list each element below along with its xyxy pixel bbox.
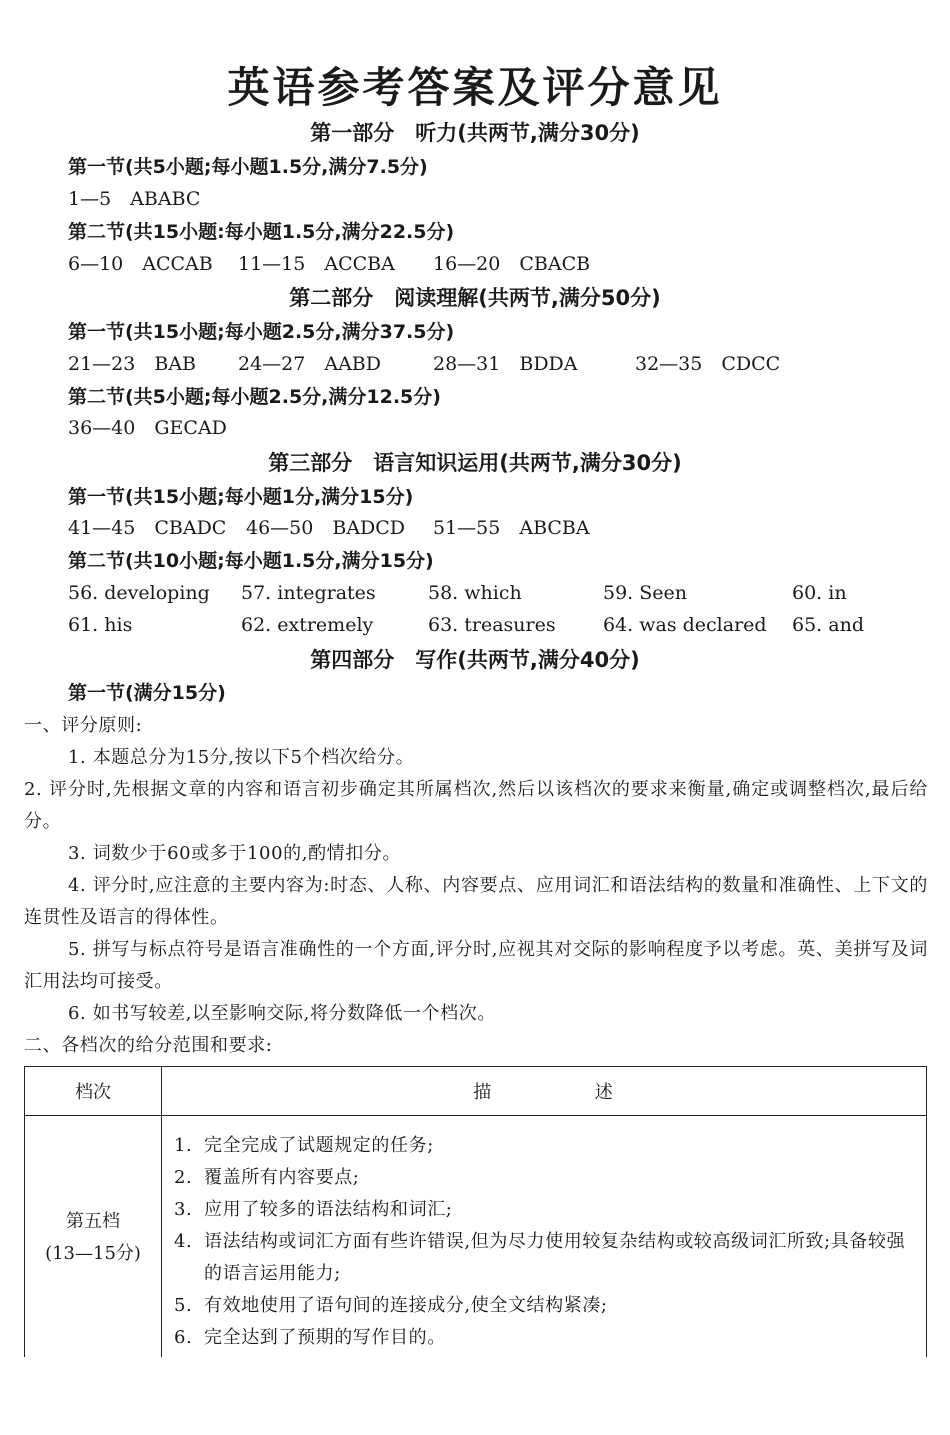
section-heading: 第一节(共15小题;每小题2.5分,满分37.5分) <box>68 321 455 343</box>
level-name: 第五档 <box>66 1211 120 1232</box>
answer-item: 57. integrates <box>241 582 376 604</box>
header-char: 述 <box>594 1082 615 1103</box>
description-cell <box>162 1116 927 1361</box>
list-item: 5. 有效地使用了语句间的连接成分,使全文结构紧凑; <box>174 1295 608 1316</box>
part-heading-listening: 第一部分 听力(共两节,满分30分) <box>310 121 640 145</box>
answer-group: 36—40 GECAD <box>68 417 227 439</box>
levels-heading: 二、各档次的给分范围和要求: <box>24 1035 273 1056</box>
list-item: 6. 完全达到了预期的写作目的。 <box>174 1327 446 1348</box>
column-header-level: 档次 <box>25 1067 162 1116</box>
answer-group: 1—5 ABABC <box>68 188 201 210</box>
level-range: (13—15分) <box>45 1243 141 1264</box>
answer-group: 46—50 BADCD <box>246 517 406 539</box>
rules-heading: 一、评分原则: <box>24 715 143 736</box>
section-heading: 第二节(共15小题:每小题1.5分,满分22.5分) <box>68 221 455 243</box>
rule-item: 5. 拼写与标点符号是语言准确性的一个方面,评分时,应视其对交际的影响程度予以考虑。英、美拼写及词汇用法均可接受。 <box>24 939 928 992</box>
answer-item: 59. Seen <box>603 582 687 604</box>
answer-item: 64. was declared <box>603 614 767 636</box>
list-item: 3. 应用了较多的语法结构和词汇; <box>174 1199 453 1220</box>
header-char: 描 <box>473 1082 494 1103</box>
level-cell <box>25 1116 162 1361</box>
part-heading-language: 第三部分 语言知识运用(共两节,满分30分) <box>268 451 682 475</box>
list-item: 2. 覆盖所有内容要点; <box>174 1167 360 1188</box>
rule-item: 4. 评分时,应注意的主要内容为:时态、人称、内容要点、应用词汇和语法结构的数量和准确性、上下文的连贯性及语言的得体性。 <box>24 875 928 928</box>
answer-item: 56. developing <box>68 582 210 604</box>
answer-group: 16—20 CBACB <box>433 253 591 275</box>
column-header-description <box>162 1067 927 1116</box>
section-heading: 第二节(共10小题;每小题1.5分,满分15分) <box>68 550 434 572</box>
answer-group: 21—23 BAB <box>68 353 196 375</box>
part-heading-writing: 第四部分 写作(共两节,满分40分) <box>310 648 640 672</box>
rule-item: 2. 评分时,先根据文章的内容和语言初步确定其所属档次,然后以该档次的要求来衡量,确定或调整档次,最后给分。 <box>24 779 928 832</box>
page-bottom-margin <box>0 1357 950 1435</box>
answer-group: 24—27 AABD <box>238 353 381 375</box>
answer-group: 51—55 ABCBA <box>433 517 590 539</box>
rule-item: 1. 本题总分为15分,按以下5个档次给分。 <box>68 747 415 768</box>
answer-group: 28—31 BDDA <box>433 353 578 375</box>
list-item: 1. 完全完成了试题规定的任务; <box>174 1135 434 1156</box>
page-title: 英语参考答案及评分意见 <box>227 63 723 112</box>
answer-item: 61. his <box>68 614 133 636</box>
answer-group: 11—15 ACCBA <box>238 253 395 275</box>
section-heading: 第二节(共5小题;每小题2.5分,满分12.5分) <box>68 386 441 408</box>
answer-group: 6—10 ACCAB <box>68 253 213 275</box>
table-row <box>25 1116 927 1361</box>
answer-group: 32—35 CDCC <box>635 353 781 375</box>
scoring-table <box>24 1066 927 1361</box>
section-heading: 第一节(满分15分) <box>68 682 226 704</box>
answer-item: 60. in <box>792 582 847 604</box>
answer-item: 63. treasures <box>428 614 556 636</box>
rule-item: 3. 词数少于60或多于100的,酌情扣分。 <box>68 843 402 864</box>
rule-item: 6. 如书写较差,以至影响交际,将分数降低一个档次。 <box>68 1003 496 1024</box>
section-heading: 第一节(共15小题;每小题1分,满分15分) <box>68 486 414 508</box>
section-heading: 第一节(共5小题;每小题1.5分,满分7.5分) <box>68 156 428 178</box>
answer-item: 62. extremely <box>241 614 374 636</box>
list-item: 4. 语法结构或词汇方面有些许错误,但为尽力使用较复杂结构或较高级词汇所致;具备较强的语言运用能力; <box>174 1231 906 1284</box>
table-header-row <box>25 1067 927 1116</box>
answer-item: 65. and <box>792 614 864 636</box>
answer-group: 41—45 CBADC <box>68 517 227 539</box>
part-heading-reading: 第二部分 阅读理解(共两节,满分50分) <box>289 286 661 310</box>
answer-item: 58. which <box>428 582 522 604</box>
